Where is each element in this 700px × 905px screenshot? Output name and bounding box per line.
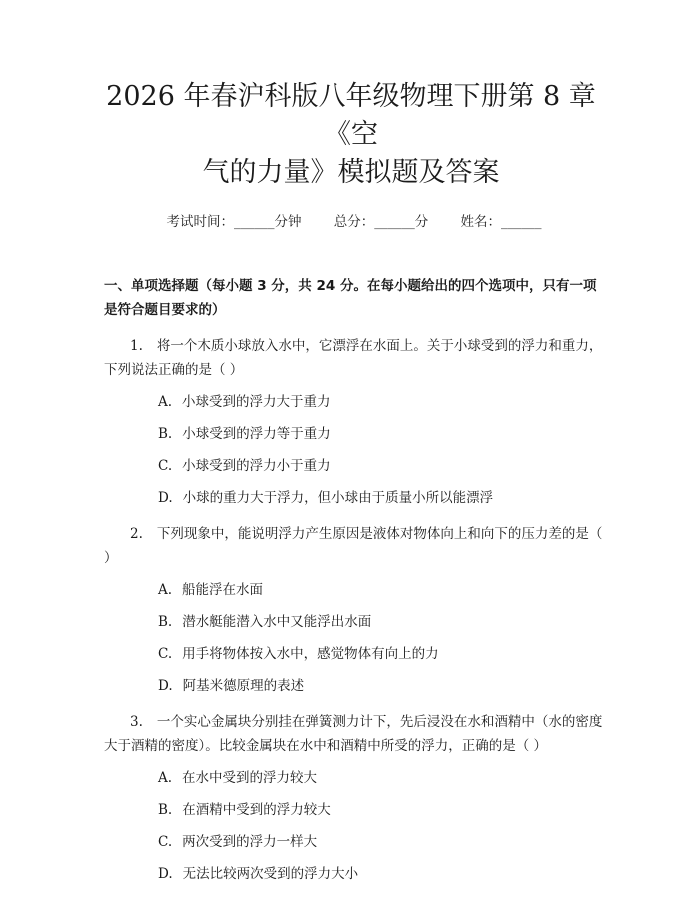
question-text: 一个实心金属块分别挂在弹簧测力计下，先后浸没在水和酒精中（水的密度大于酒精的密度）。比较金属块在水中和酒精中所受的浮力，正确的是（ ）	[104, 714, 603, 754]
question-stem	[104, 334, 604, 382]
option-text: 无法比较两次受到的浮力大小	[182, 866, 359, 882]
option-text: 用手将物体按入水中，感觉物体有向上的力	[182, 646, 439, 662]
exam-meta	[104, 210, 604, 230]
title-line-2: 气的力量》模拟题及答案	[202, 157, 500, 188]
option-d	[158, 862, 604, 886]
exam-time: 考试时间：______分钟	[166, 214, 302, 230]
option-text: 两次受到的浮力一样大	[182, 834, 318, 850]
question-stem	[104, 522, 604, 570]
option-a	[158, 766, 604, 790]
option-text: 小球的重力大于浮力，但小球由于质量小所以能漂浮	[182, 490, 494, 506]
question-3	[104, 710, 604, 886]
option-letter: A.	[158, 770, 173, 786]
option-letter: C.	[158, 458, 173, 474]
question-text: 将一个木质小球放入水中，它漂浮在水面上。关于小球受到的浮力和重力，下列说法正确的是（ ）	[104, 338, 603, 378]
option-d	[158, 486, 604, 510]
option-d	[158, 674, 604, 698]
option-list	[158, 390, 604, 510]
question-text: 下列现象中，能说明浮力产生原因是液体对物体向上和向下的压力差的是（ ）	[104, 526, 603, 566]
option-letter: C.	[158, 646, 173, 662]
question-1	[104, 334, 604, 510]
option-c	[158, 454, 604, 478]
question-number: 2.	[130, 526, 143, 542]
option-b	[158, 798, 604, 822]
exam-score: 总分：______分	[333, 214, 429, 230]
question-list	[104, 334, 604, 886]
option-letter: A.	[158, 582, 173, 598]
title-line-1: 2026 年春沪科版八年级物理下册第 8 章《空	[106, 81, 596, 150]
section-heading: 一、单项选择题（每小题 3 分，共 24 分。在每小题给出的四个选项中，只有一项是符合题目要求的）	[104, 278, 597, 318]
option-letter: B.	[158, 614, 173, 630]
option-b	[158, 610, 604, 634]
option-text: 潜水艇能潜入水中又能浮出水面	[182, 614, 372, 630]
option-text: 在酒精中受到的浮力较大	[182, 802, 331, 818]
option-text: 阿基米德原理的表述	[182, 678, 305, 694]
option-text: 小球受到的浮力小于重力	[182, 458, 331, 474]
option-letter: C.	[158, 834, 173, 850]
question-stem	[104, 710, 604, 758]
option-text: 小球受到的浮力大于重力	[182, 394, 331, 410]
option-c	[158, 830, 604, 854]
option-a	[158, 578, 604, 602]
option-letter: D.	[158, 678, 173, 694]
option-a	[158, 390, 604, 414]
option-text: 船能浮在水面	[182, 582, 264, 598]
option-letter: D.	[158, 866, 173, 882]
option-letter: B.	[158, 426, 173, 442]
option-list	[158, 578, 604, 698]
option-list	[158, 766, 604, 886]
document-title	[98, 78, 604, 192]
option-text: 小球受到的浮力等于重力	[182, 426, 331, 442]
question-number: 1.	[130, 338, 143, 354]
option-letter: D.	[158, 490, 173, 506]
student-name: 姓名：______	[460, 214, 542, 230]
question-2	[104, 522, 604, 698]
option-letter: B.	[158, 802, 173, 818]
option-c	[158, 642, 604, 666]
option-text: 在水中受到的浮力较大	[182, 770, 318, 786]
question-number: 3.	[130, 714, 143, 730]
option-b	[158, 422, 604, 446]
option-letter: A.	[158, 394, 173, 410]
